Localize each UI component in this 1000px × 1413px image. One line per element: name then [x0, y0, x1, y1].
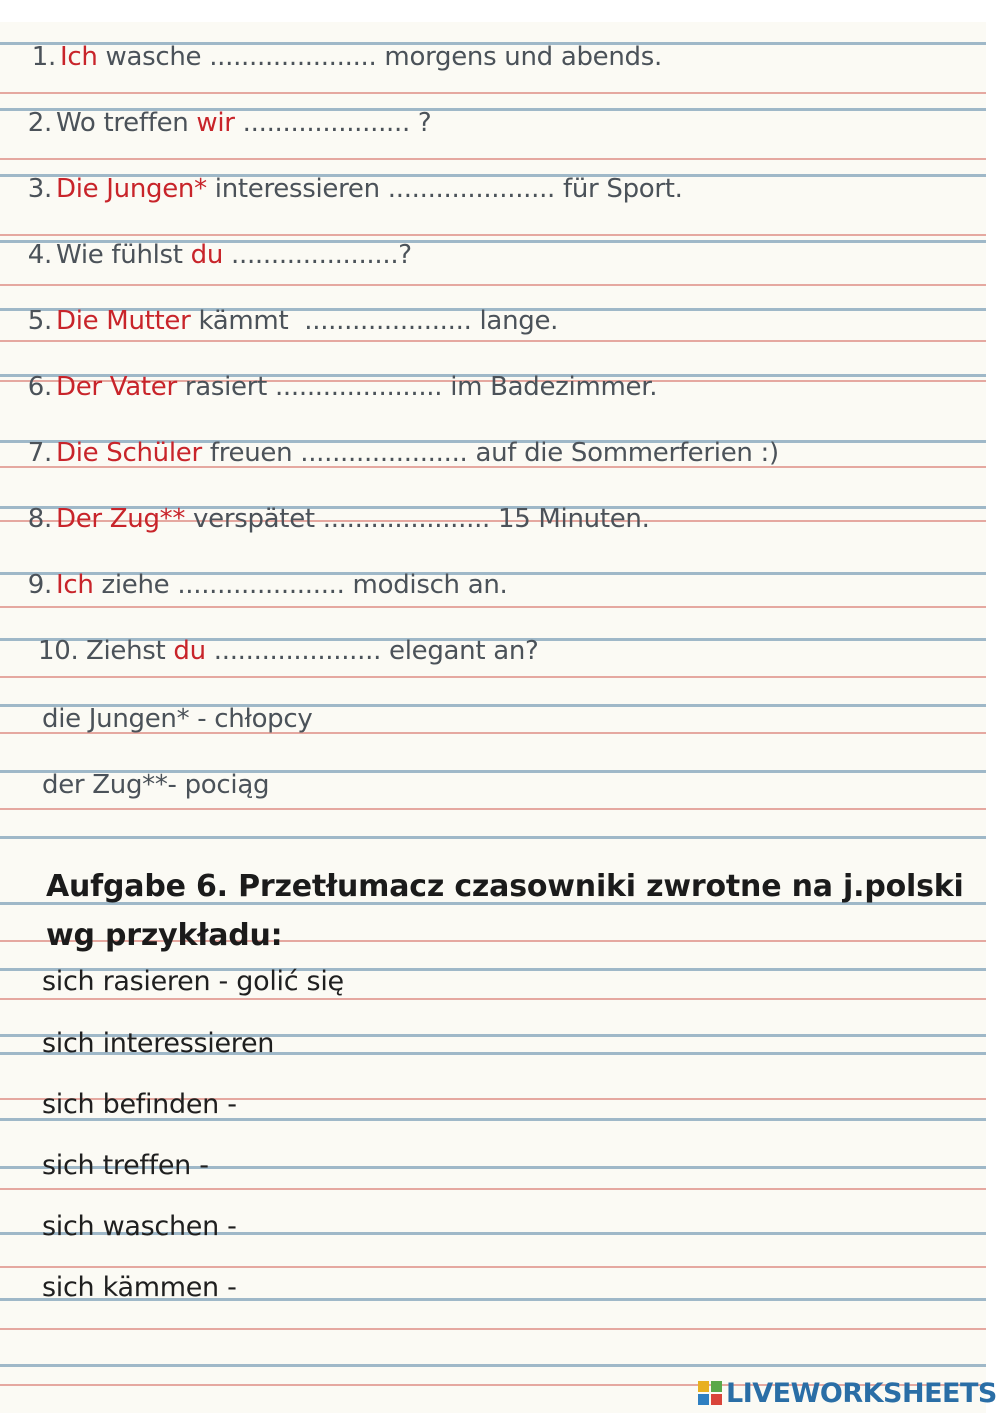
answer-blank[interactable]: ..................... — [213, 636, 382, 666]
item-number: 4. — [27, 240, 52, 270]
subject-highlight: wir — [196, 108, 235, 138]
exercise-item — [22, 108, 431, 138]
answer-blank[interactable]: ..................... — [300, 438, 468, 468]
subject-highlight: Die Schüler — [56, 438, 202, 468]
ruled-line — [0, 340, 986, 342]
liveworksheets-logo[interactable] — [698, 1376, 997, 1410]
sentence-text: elegant an? — [381, 636, 539, 666]
sentence-text: freuen — [201, 438, 301, 468]
ruled-line — [0, 1266, 986, 1268]
ruled-line — [0, 92, 986, 94]
ruled-line — [0, 158, 986, 160]
sentence-text: lange. — [471, 306, 559, 336]
logo-square — [698, 1394, 709, 1405]
footnote: der Zug**- pociąg — [42, 770, 270, 800]
exercise-item — [22, 372, 657, 402]
answer-blank[interactable]: ..................... — [231, 240, 399, 270]
exercise-item — [22, 438, 779, 468]
sentence-text — [206, 636, 214, 666]
sentence-text: morgens und abends. — [376, 42, 662, 72]
item-number: 2. — [27, 108, 52, 138]
exercise-item — [26, 42, 662, 72]
sentence-text: im Badezimmer. — [442, 372, 658, 402]
subject-highlight: du — [190, 240, 224, 270]
answer-blank[interactable]: ..................... — [322, 504, 491, 534]
sentence-text: für Sport. — [555, 174, 683, 204]
sentence-text: ziehe — [93, 570, 178, 600]
answer-blank[interactable]: ..................... — [274, 372, 443, 402]
item-number: 6. — [27, 372, 52, 402]
ruled-line — [0, 1328, 986, 1330]
sentence-text: Wie fühlst — [56, 240, 191, 270]
subject-highlight: Ich — [56, 570, 94, 600]
subject-highlight: Der Zug** — [56, 504, 186, 534]
sentence-text: 15 Minuten. — [490, 504, 650, 534]
ruled-line — [0, 1364, 986, 1367]
sentence-text: wasche — [97, 42, 210, 72]
sentence-text — [223, 240, 231, 270]
answer-blank[interactable]: ..................... — [177, 570, 345, 600]
ruled-line — [0, 836, 986, 839]
sentence-text: modisch an. — [344, 570, 508, 600]
verb-item[interactable]: sich kämmen - — [42, 1272, 237, 1303]
sentence-text: auf die Sommerferien :) — [467, 438, 779, 468]
exercise-item — [22, 306, 558, 336]
item-number: 8. — [27, 504, 52, 534]
verb-item[interactable]: sich interessieren — [42, 1028, 275, 1059]
answer-blank[interactable]: ..................... — [242, 108, 410, 138]
answer-blank[interactable]: ..................... — [304, 306, 472, 336]
ruled-line — [0, 234, 986, 236]
exercise-item — [22, 240, 412, 270]
exercise-item — [38, 636, 539, 666]
subject-highlight: Die Jungen* — [56, 174, 207, 204]
sentence-text: verspätet — [185, 504, 323, 534]
ruled-line — [0, 998, 986, 1000]
subject-highlight: Der Vater — [56, 372, 177, 402]
item-number: 7. — [27, 438, 52, 468]
exercise-item — [22, 504, 650, 534]
item-number: 1. — [31, 42, 56, 72]
ruled-line — [0, 676, 986, 678]
sentence-text — [235, 108, 243, 138]
liveworksheets-logo-icon — [698, 1381, 722, 1405]
task-heading: Aufgabe 6. Przetłumacz czasowniki zwrotne na j.polski wg przykładu: — [46, 869, 964, 953]
sentence-text: interessieren — [206, 174, 388, 204]
sentence-text: Wo treffen — [56, 108, 197, 138]
item-number: 5. — [27, 306, 52, 336]
item-number: 10. — [38, 636, 79, 666]
ruled-line — [0, 1188, 986, 1190]
sentence-text: ? — [398, 240, 412, 270]
footnote: die Jungen* - chłopcy — [42, 704, 313, 734]
sentence-text: Ziehst — [86, 636, 174, 666]
exercise-item — [22, 570, 507, 600]
ruled-line — [0, 606, 986, 608]
subject-highlight: Die Mutter — [56, 306, 191, 336]
exercise-item — [22, 174, 683, 204]
sentence-text: rasiert — [176, 372, 275, 402]
answer-blank[interactable]: ..................... — [209, 42, 377, 72]
verb-item[interactable]: sich waschen - — [42, 1211, 237, 1242]
logo-text: LIVEWORKSHEETS — [726, 1377, 997, 1409]
subject-highlight: du — [173, 636, 206, 666]
logo-square — [711, 1381, 722, 1392]
item-number: 9. — [27, 570, 52, 600]
item-number: 3. — [27, 174, 52, 204]
subject-highlight: Ich — [60, 42, 98, 72]
sentence-text: ? — [409, 108, 432, 138]
answer-blank[interactable]: ..................... — [387, 174, 556, 204]
ruled-line — [0, 284, 986, 286]
sentence-text: kämmt — [190, 306, 305, 336]
logo-square — [698, 1381, 709, 1392]
verb-item[interactable]: sich treffen - — [42, 1150, 209, 1181]
logo-square — [711, 1394, 722, 1405]
ruled-line — [0, 808, 986, 810]
verb-item[interactable]: sich befinden - — [42, 1089, 237, 1120]
verb-example: sich rasieren - golić się — [42, 966, 344, 997]
